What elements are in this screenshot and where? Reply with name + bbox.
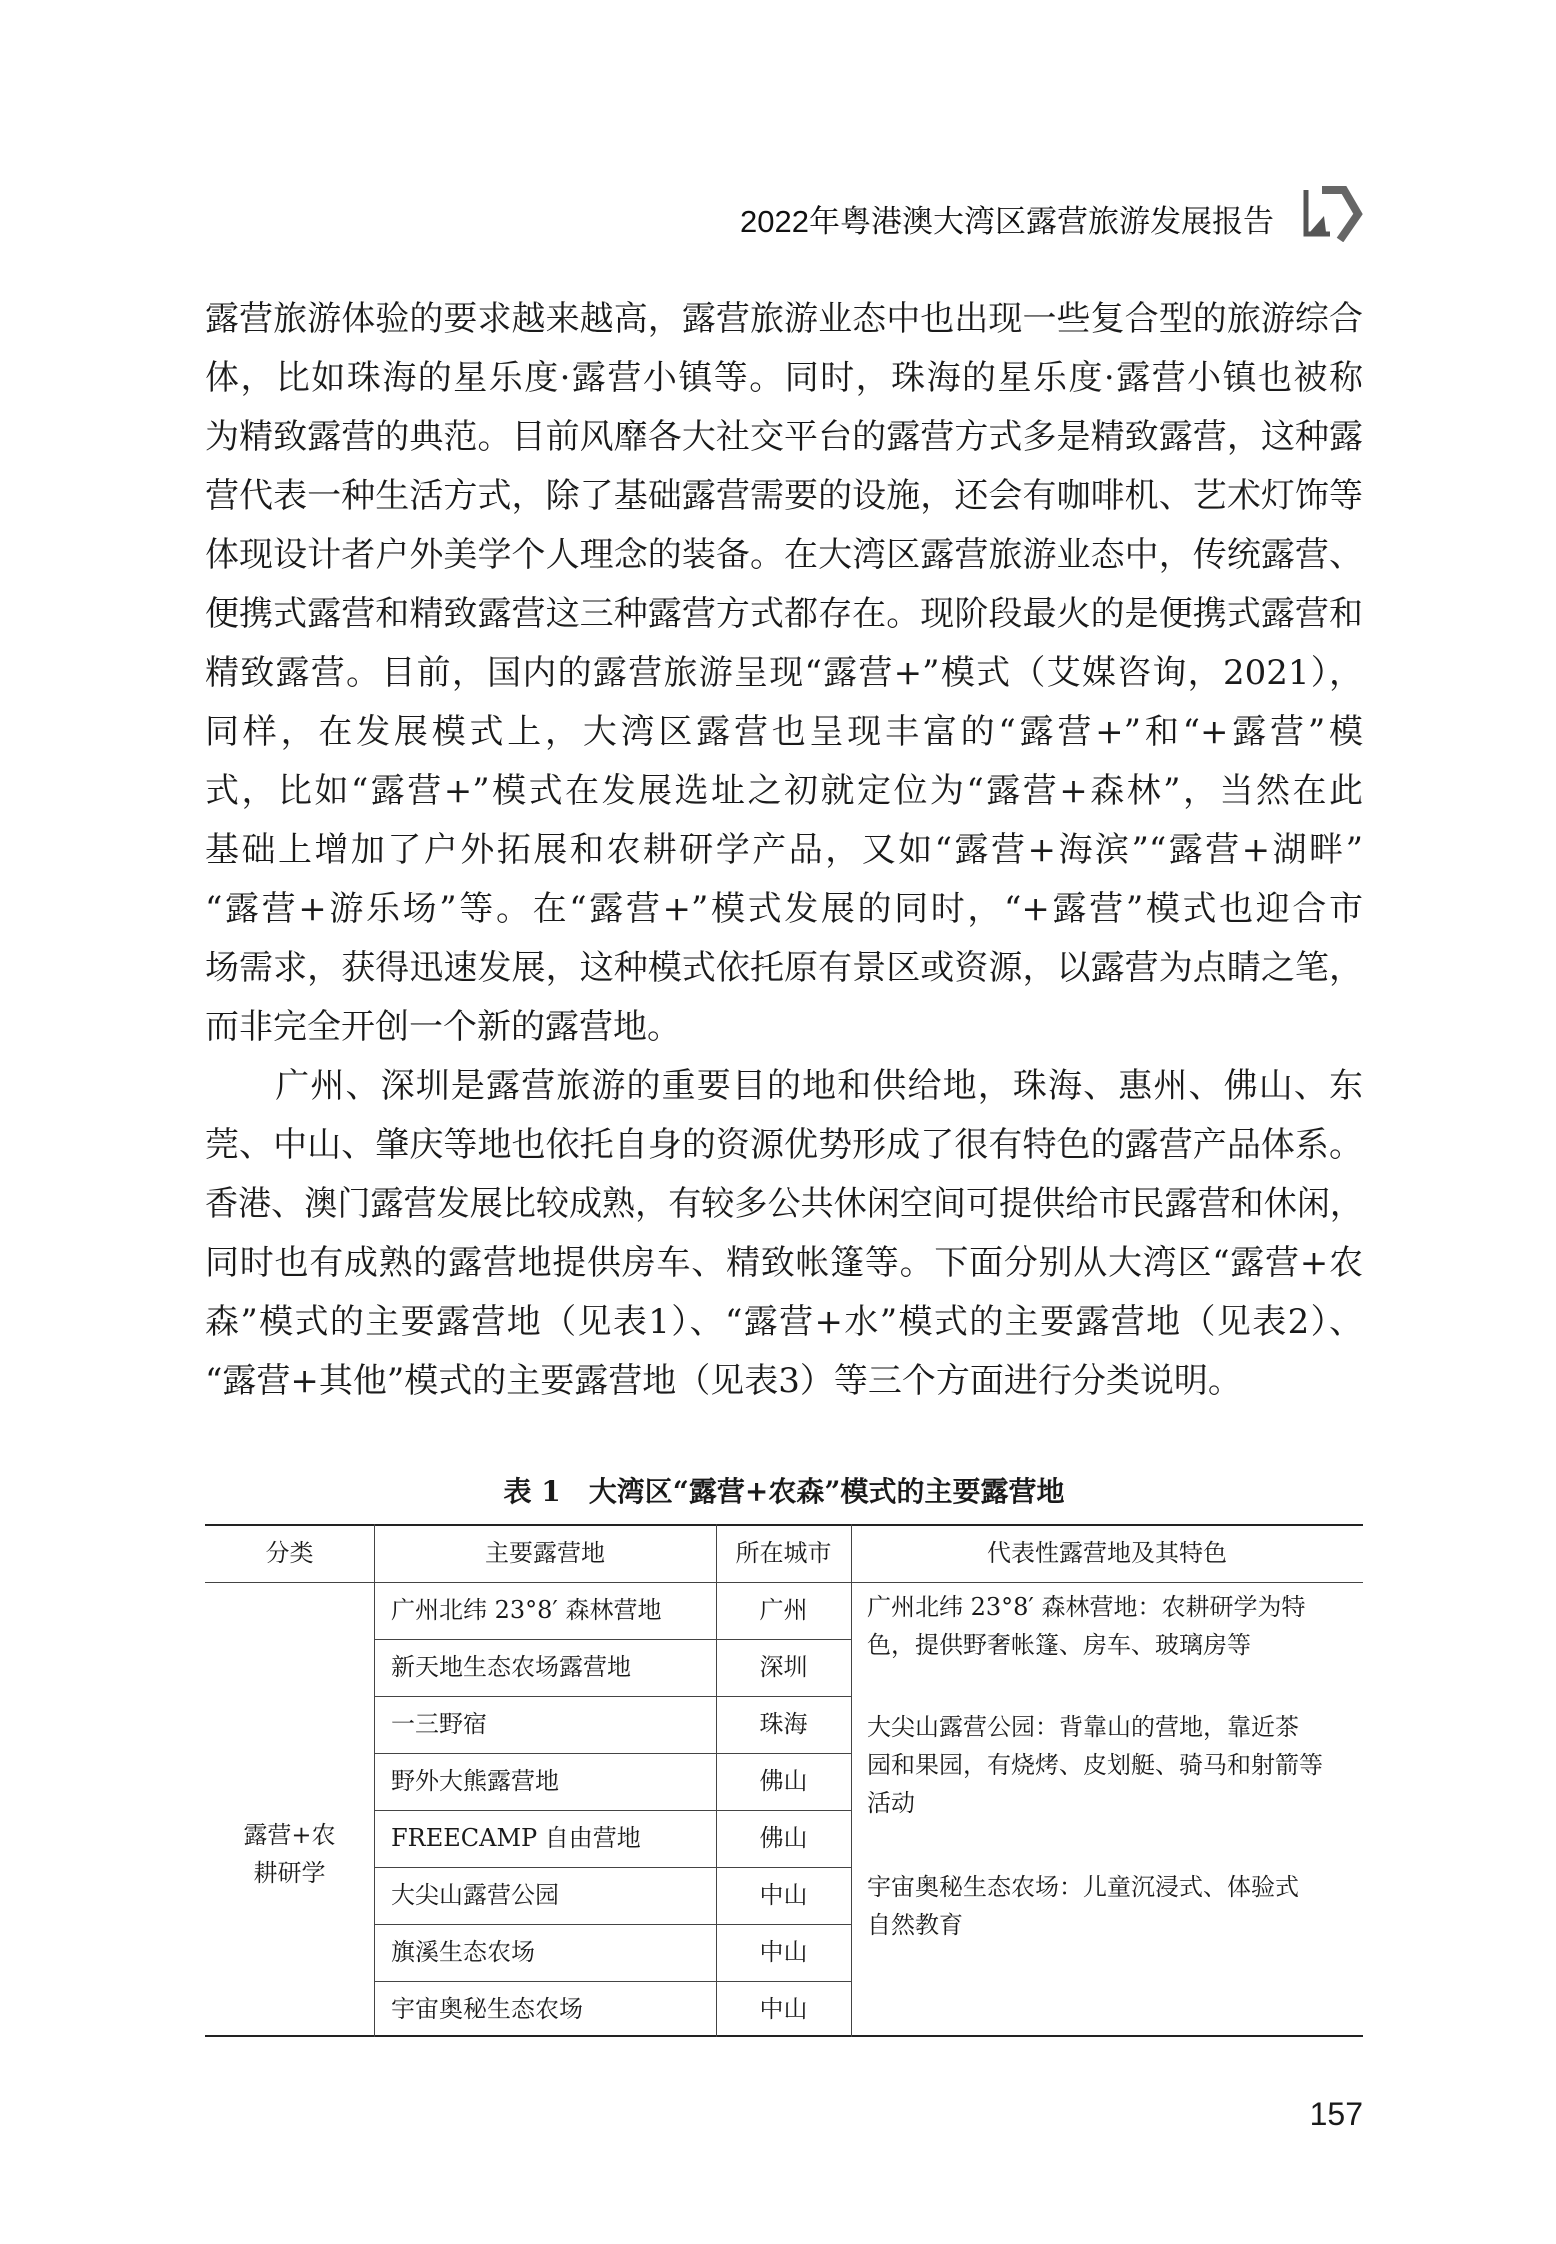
header-city: 所在城市 [735, 1539, 832, 1567]
campsite-name: 新天地生态农场露营地 [391, 1653, 631, 1681]
text-line: 便携式露营和精致露营这三种露营方式都存在。现阶段最火的是便携式露营和 [205, 594, 1363, 634]
category-line: 露营+农 [243, 1821, 336, 1849]
text-line: 场需求，获得迅速发展，这种模式依托原有景区或资源，以露营为点睛之笔， [205, 948, 1363, 988]
feature-description [867, 1708, 1347, 1822]
header-features: 代表性露营地及其特色 [987, 1539, 1227, 1567]
table-title: 表 1 大湾区“露营+农森”模式的主要露营地 [503, 1475, 1065, 1508]
header-campsite: 主要露营地 [485, 1539, 605, 1567]
campsite-city: 中山 [759, 1995, 808, 2023]
feature-description [867, 1868, 1347, 1944]
text-line: 基础上增加了户外拓展和农耕研学产品，又如“露营+海滨”“露营+湖畔” [205, 830, 1363, 870]
column-divider [374, 1524, 375, 2037]
text-line: 体现设计者户外美学个人理念的装备。在大湾区露营旅游业态中，传统露营、 [205, 535, 1363, 575]
campsite-name: 一三野宿 [391, 1710, 487, 1738]
campsite-name: 大尖山露营公园 [391, 1881, 559, 1909]
feature-line: 自然教育 [867, 1911, 963, 1939]
text-line: “露营+游乐场”等。在“露营+”模式发展的同时，“+露营”模式也迎合市 [205, 889, 1363, 929]
body-text [205, 290, 1363, 1411]
text-line: 广州、深圳是露营旅游的重要目的地和供给地，珠海、惠州、佛山、东 [205, 1066, 1363, 1106]
campsite-city: 广州 [759, 1596, 808, 1624]
text-line: 森”模式的主要露营地（见表1）、“露营+水”模式的主要露营地（见表2）、 [205, 1302, 1363, 1342]
feature-line: 色，提供野奢帐篷、房车、玻璃房等 [867, 1631, 1251, 1659]
campsite-city: 佛山 [759, 1824, 808, 1852]
text-line: 莞、中山、肇庆等地也依托自身的资源优势形成了很有特色的露营产品体系。 [205, 1125, 1363, 1165]
page-number: 157 [1309, 2096, 1363, 2132]
feature-line: 大尖山露营公园：背靠山的营地，靠近茶 [867, 1713, 1299, 1741]
running-header-title: 2022年粤港澳大湾区露营旅游发展报告 [740, 204, 1274, 239]
campsite-city: 中山 [759, 1938, 808, 1966]
feature-line: 活动 [867, 1789, 915, 1817]
feature-line: 园和果园，有烧烤、皮划艇、骑马和射箭等 [867, 1751, 1323, 1779]
category-line: 耕研学 [253, 1859, 326, 1887]
book-corner-logo-icon [1300, 186, 1364, 242]
campsite-name: 野外大熊露营地 [391, 1767, 559, 1795]
campsite-name: 广州北纬 23°8′ 森林营地 [391, 1596, 662, 1624]
feature-line: 宇宙奥秘生态农场：儿童沉浸式、体验式 [867, 1873, 1299, 1901]
text-line: 为精致露营的典范。目前风靡各大社交平台的露营方式多是精致露营，这种露 [205, 417, 1363, 457]
campsite-name: FREECAMP 自由营地 [391, 1824, 641, 1852]
campsite-city: 中山 [759, 1881, 808, 1909]
campsite-city: 珠海 [759, 1710, 808, 1738]
campsite-name: 旗溪生态农场 [391, 1938, 535, 1966]
text-line: 体，比如珠海的星乐度·露营小镇等。同时，珠海的星乐度·露营小镇也被称 [205, 358, 1363, 398]
campsite-name: 宇宙奥秘生态农场 [391, 1995, 583, 2023]
campsite-table [205, 1524, 1363, 2037]
text-line: 同样，在发展模式上，大湾区露营也呈现丰富的“露营+”和“+露营”模 [205, 712, 1363, 752]
column-divider [851, 1524, 852, 2037]
text-line: 精致露营。目前，国内的露营旅游呈现“露营+”模式（艾媒咨询，2021）， [205, 653, 1363, 693]
text-line: 同时也有成熟的露营地提供房车、精致帐篷等。下面分别从大湾区“露营+农 [205, 1243, 1363, 1283]
campsite-city: 深圳 [759, 1653, 808, 1681]
text-line: 营代表一种生活方式，除了基础露营需要的设施，还会有咖啡机、艺术灯饰等 [205, 476, 1363, 516]
text-line: 而非完全开创一个新的露营地。 [205, 1007, 681, 1047]
text-line: “露营+其他”模式的主要露营地（见表3）等三个方面进行分类说明。 [205, 1361, 1242, 1401]
feature-line: 广州北纬 23°8′ 森林营地：农耕研学为特 [867, 1593, 1306, 1621]
text-line: 式，比如“露营+”模式在发展选址之初就定位为“露营+森林”，当然在此 [205, 771, 1363, 811]
category-cell [205, 1816, 374, 1892]
campsite-city: 佛山 [759, 1767, 808, 1795]
feature-description [867, 1588, 1347, 1664]
header-category: 分类 [265, 1539, 314, 1567]
text-line: 香港、澳门露营发展比较成熟，有较多公共休闲空间可提供给市民露营和休闲， [205, 1184, 1363, 1224]
text-line: 露营旅游体验的要求越来越高，露营旅游业态中也出现一些复合型的旅游综合 [205, 299, 1363, 339]
